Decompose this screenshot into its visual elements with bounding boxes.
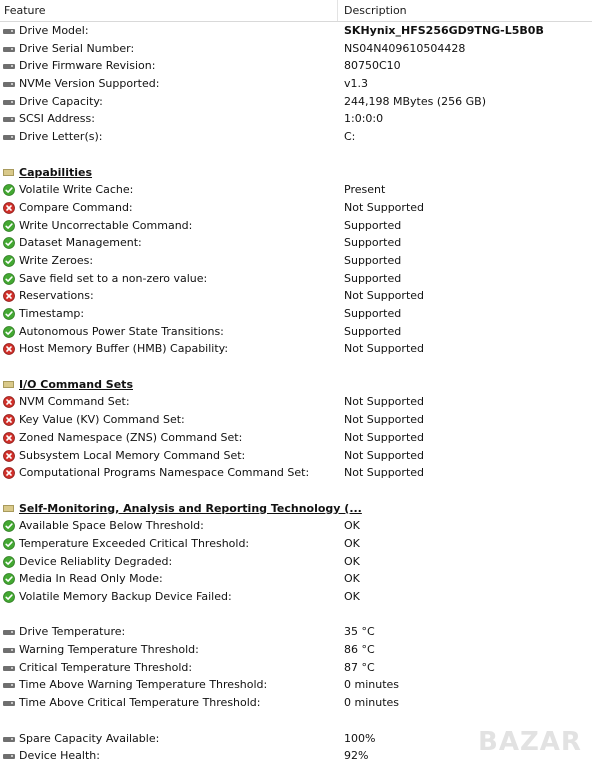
feature-label: Write Uncorrectable Command: xyxy=(19,218,193,232)
watermark-logo: BAZAR xyxy=(478,727,582,757)
feature-label: Save field set to a non-zero value: xyxy=(19,271,208,285)
feature-value: Not Supported xyxy=(344,289,425,303)
spacer-row xyxy=(0,146,592,164)
feature-label: Temperature Exceeded Critical Threshold: xyxy=(19,536,250,550)
check-circle-icon xyxy=(3,220,15,232)
feature-value: 87 °C xyxy=(344,660,375,674)
check-circle-icon xyxy=(3,591,15,603)
feature-value: Supported xyxy=(344,307,402,320)
section-title: I/O Command Sets xyxy=(19,377,133,391)
error-circle-icon xyxy=(3,467,15,479)
error-circle-icon xyxy=(3,202,15,214)
feature-label: Write Zeroes: xyxy=(19,253,94,267)
feature-row[interactable] xyxy=(0,623,592,641)
column-header-feature[interactable]: Feature xyxy=(0,0,338,21)
feature-label: Key Value (KV) Command Set: xyxy=(19,413,185,427)
feature-row[interactable] xyxy=(0,128,592,146)
feature-value: Not Supported xyxy=(344,395,425,409)
feature-row[interactable] xyxy=(0,287,592,305)
feature-label: Time Above Critical Temperature Threshold: xyxy=(19,696,261,710)
feature-row[interactable] xyxy=(0,323,592,341)
check-circle-icon xyxy=(3,255,15,267)
feature-row[interactable] xyxy=(0,57,592,75)
drive-icon xyxy=(3,135,15,140)
feature-value: 35 °C xyxy=(344,625,375,639)
check-circle-icon xyxy=(3,273,15,285)
feature-row[interactable] xyxy=(0,517,592,535)
feature-label: Autonomous Power State Transitions: xyxy=(19,324,224,338)
drive-icon xyxy=(3,648,15,653)
section-header[interactable] xyxy=(0,164,592,182)
feature-value: Supported xyxy=(344,324,402,338)
feature-row[interactable] xyxy=(0,270,592,288)
column-header-description[interactable]: Description xyxy=(344,4,407,17)
feature-row[interactable] xyxy=(0,93,592,111)
feature-label: SCSI Address: xyxy=(19,112,95,126)
feature-label: Media In Read Only Mode: xyxy=(19,572,163,586)
feature-row[interactable] xyxy=(0,464,592,482)
feature-label: NVMe Version Supported: xyxy=(19,77,160,91)
drive-icon xyxy=(3,666,15,671)
feature-label: Subsystem Local Memory Command Set: xyxy=(19,448,246,462)
check-circle-icon xyxy=(3,308,15,320)
feature-value: Not Supported xyxy=(344,466,425,480)
section-header[interactable] xyxy=(0,500,592,518)
error-circle-icon xyxy=(3,290,15,302)
folder-icon xyxy=(3,381,14,388)
check-circle-icon xyxy=(3,520,15,532)
drive-icon xyxy=(3,82,15,87)
drive-icon xyxy=(3,64,15,69)
feature-label: Timestamp: xyxy=(19,307,85,320)
folder-icon xyxy=(3,505,14,512)
feature-label: Warning Temperature Threshold: xyxy=(19,643,199,657)
drive-icon xyxy=(3,683,15,688)
feature-label: Drive Firmware Revision: xyxy=(19,59,156,73)
feature-row[interactable] xyxy=(0,676,592,694)
feature-value: Supported xyxy=(344,253,402,267)
error-circle-icon xyxy=(3,396,15,408)
feature-label: Drive Temperature: xyxy=(19,625,126,639)
feature-label: Critical Temperature Threshold: xyxy=(19,660,193,674)
check-circle-icon xyxy=(3,556,15,568)
feature-label: Volatile Memory Backup Device Failed: xyxy=(19,590,232,603)
feature-value: OK xyxy=(344,536,360,550)
feature-label: Drive Letter(s): xyxy=(19,130,103,144)
feature-row[interactable] xyxy=(0,22,592,40)
feature-value: 100% xyxy=(344,731,376,745)
feature-label: Device Health: xyxy=(19,749,100,763)
feature-label: Zoned Namespace (ZNS) Command Set: xyxy=(19,430,243,444)
feature-label: Host Memory Buffer (HMB) Capability: xyxy=(19,342,229,356)
feature-value: Not Supported xyxy=(344,342,425,356)
feature-label: Dataset Management: xyxy=(19,236,142,250)
feature-row[interactable] xyxy=(0,659,592,677)
check-circle-icon xyxy=(3,538,15,550)
section-title: Capabilities xyxy=(19,165,93,179)
feature-value: 92% xyxy=(344,749,369,763)
feature-row[interactable] xyxy=(0,181,592,199)
feature-label: Device Reliablity Degraded: xyxy=(19,554,173,568)
spacer-row xyxy=(0,482,592,500)
feature-row[interactable] xyxy=(0,199,592,217)
feature-label: NVM Command Set: xyxy=(19,395,130,409)
feature-row[interactable] xyxy=(0,234,592,252)
error-circle-icon xyxy=(3,450,15,462)
feature-label: Drive Capacity: xyxy=(19,94,103,108)
feature-row[interactable] xyxy=(0,252,592,270)
error-circle-icon xyxy=(3,414,15,426)
error-circle-icon xyxy=(3,343,15,355)
feature-row[interactable] xyxy=(0,535,592,553)
drive-icon xyxy=(3,630,15,635)
feature-value: v1.3 xyxy=(344,77,369,91)
drive-icon xyxy=(3,117,15,122)
feature-value: Not Supported xyxy=(344,430,425,444)
feature-row[interactable] xyxy=(0,305,592,323)
drive-icon xyxy=(3,701,15,706)
feature-row[interactable] xyxy=(0,110,592,128)
feature-value: OK xyxy=(344,554,360,568)
feature-value: 86 °C xyxy=(344,643,375,657)
drive-icon xyxy=(3,737,15,742)
feature-value: 244,198 MBytes (256 GB) xyxy=(344,94,486,108)
feature-value: Present xyxy=(344,183,386,197)
feature-value: 0 minutes xyxy=(344,696,400,710)
feature-row[interactable] xyxy=(0,217,592,235)
feature-label: Reservations: xyxy=(19,289,94,303)
check-circle-icon xyxy=(3,573,15,585)
feature-value: OK xyxy=(344,590,360,603)
error-circle-icon xyxy=(3,432,15,444)
feature-row[interactable] xyxy=(0,641,592,659)
feature-row[interactable] xyxy=(0,588,592,606)
feature-value: 1:0:0:0 xyxy=(344,112,384,126)
check-circle-icon xyxy=(3,237,15,249)
feature-value: C: xyxy=(344,130,356,144)
feature-label: Time Above Warning Temperature Threshold: xyxy=(19,678,268,692)
feature-row[interactable] xyxy=(0,429,592,447)
drive-icon xyxy=(3,47,15,52)
spacer-row xyxy=(0,606,592,624)
feature-label: Computational Programs Namespace Command Set: xyxy=(19,466,310,480)
feature-label: Drive Serial Number: xyxy=(19,41,135,55)
feature-label: Spare Capacity Available: xyxy=(19,731,160,745)
feature-value: SKHynix_HFS256GD9TNG-L5B0B xyxy=(344,24,544,37)
feature-value: Not Supported xyxy=(344,413,425,427)
feature-value: Not Supported xyxy=(344,448,425,462)
feature-value: NS04N409610504428 xyxy=(344,41,466,55)
feature-value: Supported xyxy=(344,236,402,250)
feature-value: OK xyxy=(344,572,360,586)
feature-label: Compare Command: xyxy=(19,200,133,214)
feature-row[interactable] xyxy=(0,393,592,411)
drive-icon xyxy=(3,29,15,34)
feature-label: Drive Model: xyxy=(19,24,89,37)
feature-value: Not Supported xyxy=(344,200,425,214)
feature-row[interactable] xyxy=(0,75,592,93)
feature-row[interactable] xyxy=(0,694,592,712)
feature-value: Supported xyxy=(344,271,402,285)
feature-row[interactable] xyxy=(0,570,592,588)
drive-icon xyxy=(3,100,15,105)
spacer-row xyxy=(0,358,592,376)
feature-row[interactable] xyxy=(0,411,592,429)
feature-label: Volatile Write Cache: xyxy=(19,183,134,197)
feature-row[interactable] xyxy=(0,553,592,571)
feature-label: Available Space Below Threshold: xyxy=(19,519,204,533)
feature-value: OK xyxy=(344,519,360,533)
section-header[interactable] xyxy=(0,376,592,394)
drive-icon xyxy=(3,754,15,759)
folder-icon xyxy=(3,169,14,176)
check-circle-icon xyxy=(3,184,15,196)
feature-value: Supported xyxy=(344,218,402,232)
check-circle-icon xyxy=(3,326,15,338)
feature-row[interactable] xyxy=(0,40,592,58)
feature-row[interactable] xyxy=(0,447,592,465)
feature-list xyxy=(0,22,592,765)
feature-value: 0 minutes xyxy=(344,678,400,692)
section-title: Self-Monitoring, Analysis and Reporting Technology (... xyxy=(19,501,362,515)
feature-row[interactable] xyxy=(0,340,592,358)
feature-value: 80750C10 xyxy=(344,59,401,73)
column-header xyxy=(0,0,592,22)
